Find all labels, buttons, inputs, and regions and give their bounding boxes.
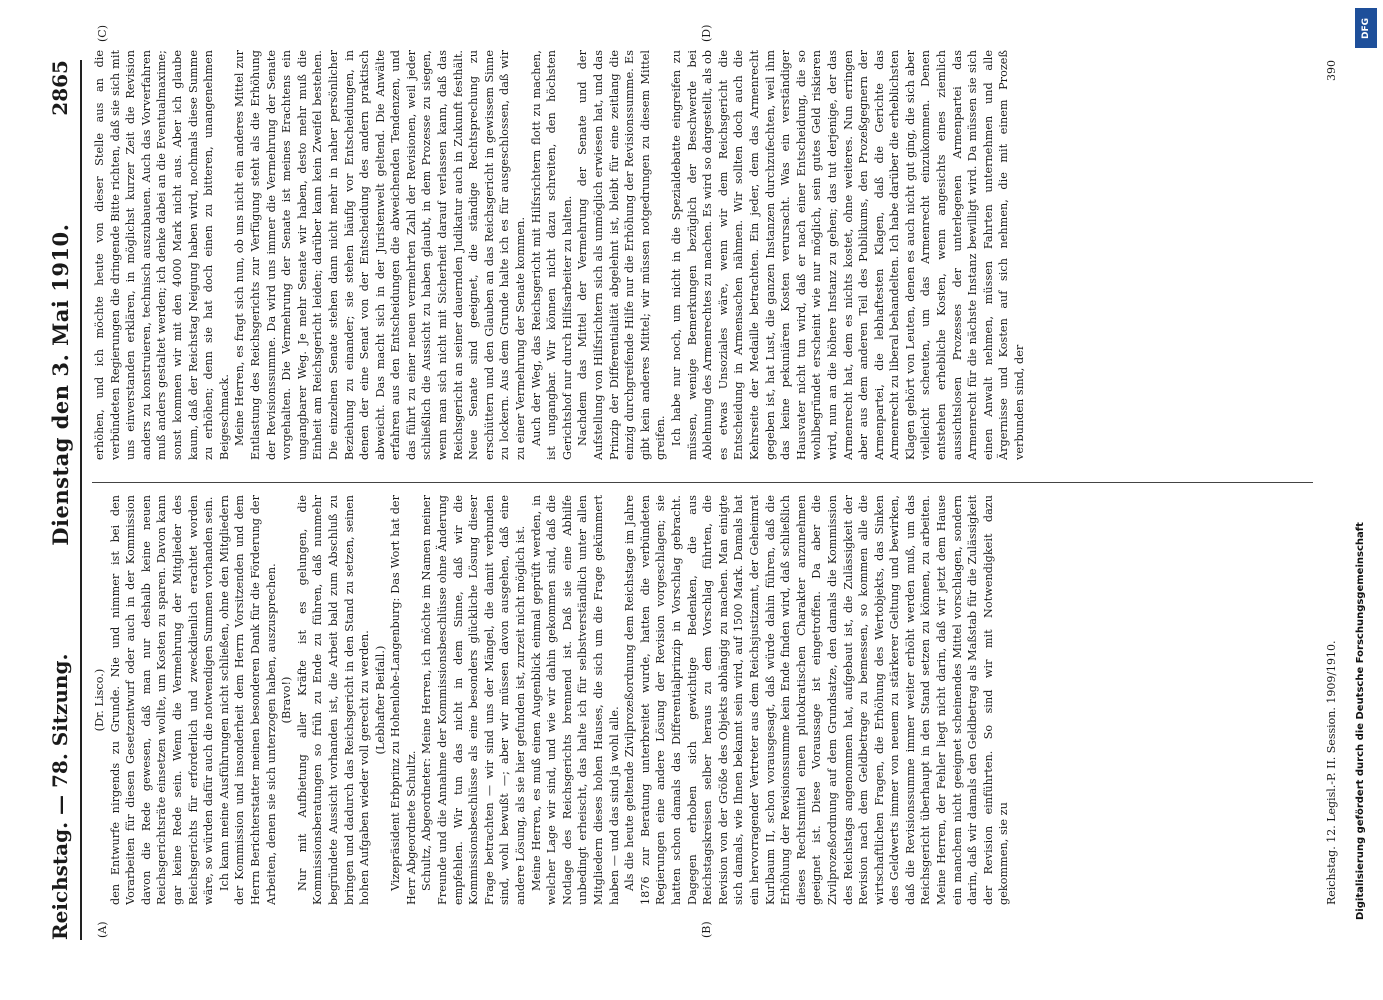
footer-sheet-number: 390	[1325, 60, 1338, 81]
paragraph: Nachdem das Mittel der Vermehrung der Senate und der Aufstellung von Hilfsrichtern sich als unmöglich erwiesen hat, und das Prinzip der Differentialität abgelehnt ist, bleibt für eine zeitlang die einzig durchgreifende Hilfe nur die Erhöhung der Revisionssumme. Es gibt kein anderes Mittel; wir müssen notgedrungen zu diesem Mittel greifen.	[576, 50, 668, 460]
paragraph: den Entwurfe nirgends zu Grunde. Nie und nimmer ist bei den Vorarbeiten für diesen Gesetzentwurf oder auch in der Kommission davon die Rede gewesen, daß man nur deshalb keine neuen Reichsgerichtsräte einsetzen wollte, um Kosten zu sparen. Davon kann gar keine Rede sein. Wenn die Vermehrung der Mitglieder des Reichsgerichts für erforderlich und zweckdienlich erachtet worden wäre, so würden dafür auch die notwendigen Summen vorhanden sein.	[108, 495, 216, 905]
paragraph: Ich kann meine Ausführungen nicht schließen, ohne den Mitgliedern der Kommission und insonderheit dem Herrn Vorsitzenden und dem Herrn Berichterstatter meinen besonderen Dank für die Förderung der Arbeiten, denen sie sich unterzogen haben, auszusprechen.	[217, 495, 278, 905]
header-page-number: 2865	[48, 60, 72, 116]
margin-marker-a: (A)	[96, 921, 109, 938]
margin-marker-b: (B)	[700, 921, 713, 938]
paragraph: Vizepräsident Erbprinz zu Hohenlohe-Langenburg: Das Wort hat der Herr Abgeordnete Schultz.	[389, 495, 418, 905]
margin-marker-d: (D)	[700, 24, 713, 42]
paragraph: Meine Herren, es muß einen Augenblick einmal geprüft werden, in welcher Lage wir sind, und wie wir dahin gekommen sind, daß die Notlage des Reichsgerichts brennend ist. Daß sie eine Abhilfe unbedingt erheischt, das halte ich für selbstverständlich unter allen Mitgliedern dieses hohen Hauses, die sich um die Frage gekümmert haben — und das sind ja wohl alle.	[529, 495, 621, 905]
page-footer	[1325, 60, 1345, 905]
paragraph: Als die heute geltende Zivilprozeßordnung dem Reichstage im Jahre 1876 zur Beratung unterbreitet wurde, hatten die verbündeten Regierungen eine andere Lösung der Revision vorgeschlagen; sie hatten schon damals das Differentialprinzip in Vorschlag gebracht. Dagegen erhoben sich gewichtige Bedenken, die aus Reichstagskreisen selber heraus zu dem Vorschlag führten, die Revision von der Größe des Objekts abhängig zu machen. Man einigte sich damals, wie Ihnen bekannt sein wird, auf 1500 Mark. Damals hat ein hervorragender Vertreter aus dem Reichsjustizamt, der Geheimrat Kurlbaum II, schon vorausgesagt, daß würde dahin führen, daß die Erhöhung der Revisionssumme kein Ende finden wird, daß schließlich dieses Rechtsmittel einen plutokratischen Charakter anzunehmen geeignet ist. Diese Voraussage ist eingetroffen. Da aber die Zivilprozeßordnung auf dem Grundsatze, den damals die Kommission des Reichstags angenommen hat, aufgebaut ist, die Zulässigkeit der Revision nach dem Geldbetrage zu bemessen, so kommen alle die wirtschaftlichen Fragen, die Erhöhung des Wertobjekts, das Sinken des Geldwerts immer von neuem zu stärkerer Geltung und bewirken, daß die Revisionssumme immer weiter erhöht werden muß, um das Reichsgericht überhaupt in den Stand setzen zu können, zu arbeiten. Meine Herren, der Fehler liegt nicht darin, daß wir jetzt dem Hause ein manchem nicht geeignet scheinendes Mittel vorschlagen, sondern darin, daß wir damals den Geldbetrag als Maßstab für die Zulässigkeit der Revision einführten. So sind wir mit Notwendigkeit dazu gekommen, sie zu	[623, 495, 1011, 905]
column-divider	[92, 482, 1313, 483]
applause-note: (Bravo!)	[280, 676, 294, 724]
paragraph: Schultz, Abgeordneter: Meine Herren, ich möchte im Namen meiner Freunde und die Annahme der Kommissionsbeschlüsse ohne Änderung empfehlen. Wir tun das nicht in dem Sinne, daß wir die Kommissionsbeschlüsse als eine besonders glückliche Lösung dieser Frage betrachten — wir sind uns der Mängel, die damit verbunden sind, wohl bewußt —; aber wir müssen davon ausgehen, daß eine andere Lösung, als sie hier gefunden ist, zurzeit nicht möglich ist.	[420, 495, 528, 905]
header-left: Reichstag. — 78. Sitzung.	[48, 653, 72, 940]
applause-note: (Lebhafter Beifall.)	[373, 645, 387, 755]
dfg-logo-icon: DFG	[1355, 8, 1377, 48]
right-column	[92, 50, 1313, 460]
left-column	[92, 495, 1313, 905]
paragraph: Auch der Weg, das Reichsgericht mit Hilfsrichtern flott zu machen, ist ungangbar. Wir können nicht dazu schreiten, den höchsten Gerichtshof nur durch Hilfsarbeiter zu halten.	[529, 50, 574, 460]
paragraph: Ich habe nur noch, um nicht in die Spezialdebatte eingreifen zu müssen, wenige Bemerkungen bezüglich der Beschwerde bei Ablehnung des Armenrechtes zu machen. Es wird so dargestellt, als ob es etwas Unsoziales wäre, wenn wir dem Reichsgericht die Entscheidung in Armensachen nähmen. Wir sollten doch auch die Kehrseite der Medaille betrachten. Ein jeder, dem das Armenrecht gegeben ist, hat Lust, die ganzen Instanzen durchzufechten, weil ihm das keine pekuniären Kosten verursacht. Was ein verständiger Hausvater nicht tun wird, daß er nach einer Entscheidung, die so wohlbegründet erscheint wie nur möglich, sein gutes Geld riskieren wird, nun an die höhere Instanz zu gehen; das tut derjenige, der das Armenrecht hat, dem es nichts kostet, ohne weiteres. Nun erringen aber aus dem anderen Teil des Publikums, den Prozeßgegnern der Armenpartei, die lebhaftesten Klagen, daß die Gerichte das Armenrecht zu liberal behandelten. Ich habe darüber die erheblichsten Klagen gehört von Leuten, denen es auch nicht gut ging, die sich aber vielleicht scheuten, um das Armenrecht einzukommen. Denen entstehen erhebliche Kosten, wenn angesichts eines ziemlich aussichtslosen Prozesses der unterlegenen Armenpartei das Armenrecht für die nächste Instanz bewilligt wird. Da müssen sie sich einen Anwalt nehmen, müssen Fahrten unternehmen und alle Ärgernisse und Kosten auf sich nehmen, die mit einem Prozeß verbunden sind, der	[669, 50, 1027, 460]
margin-marker-c: (C)	[96, 25, 109, 42]
page-header	[40, 60, 82, 940]
paragraph: Nur mit Aufbietung aller Kräfte ist es gelungen, die Kommissionsberatungen so früh zu Ende zu führen, daß nunmehr begründete Aussicht vorhanden ist, die Arbeit bald zum Abschluß zu bringen und dadurch das Reichsgericht in den Stand zu setzen, seinen hohen Aufgaben wieder voll gerecht zu werden.	[295, 495, 372, 905]
paragraph: erhöhen, und ich möchte heute von dieser Stelle aus an die verbündeten Regierungen die dringende Bitte richten, daß sie sich mit uns einverstanden erklären, in möglichst kurzer Zeit die Revision anders zu konstruieren, technisch auszubauen. Auch das Vorverfahren muß anders gestaltet werden; ich denke dabei an die Eventualmaxime; sonst kommen wir mit den 4000 Mark nicht aus. Aber ich glaube kaum, daß der Reichstag Neigung haben wird, nochmals diese Summe zu erhöhen; denn sie hat doch einen zu bitteren, unangenehmen Beigeschmack.	[93, 50, 231, 460]
paragraph: Meine Herren, es fragt sich nun, ob uns nicht ein anderes Mittel zur Entlastung des Reichsgerichts zur Verfügung steht als die Erhöhung der Revisionssumme. Da wird uns immer die Vermehrung der Senate vorgehalten. Die Vermehrung der Senate ist meines Erachtens ein ungangbarer Weg. Je mehr Senate wir haben, desto mehr muß die Einheit am Reichsgericht leiden; darüber kann kein Zweifel bestehen. Die einzelnen Senate stehen dann nicht mehr in naher persönlicher Beziehung zu einander; sie stehen häufig vor Entscheidungen, in denen der eine Senat von der Entscheidung des andern praktisch abweicht. Das macht sich in der Juristenwelt geltend. Die Anwälte erfahren aus den Entscheidungen die abweichenden Tendenzen, und das führt zu einer neuen vermehrten Zahl der Revisionen, weil jeder schließlich die Aussicht zu haben glaubt, in dem Prozesse zu siegen, wenn man sich nicht mit Sicherheit darauf verlassen kann, daß das Reichsgericht an seiner dauernden Judikatur auch in Zukunft festhält. Neue Senate sind geeignet, die ständige Rechtsprechung zu erschüttern und den Glauben an das Reichsgericht in gewissem Sinne zu lockern. Aus dem Grunde halte ich es für ausgeschlossen, daß wir zu einer Vermehrung der Senate kommen.	[233, 50, 528, 460]
digitization-note-text: Digitalisierung gefördert durch die Deutsche Forschungsgemeinschaft	[1355, 522, 1366, 920]
digitization-note	[1355, 20, 1375, 980]
speaker-tag: (Dr. Lisco.)	[93, 668, 106, 732]
header-date: Dienstag den 3. Mai 1910.	[47, 223, 73, 546]
footer-session: Reichstag. 12. Legisl.-P. II. Session. 1909/1910.	[1325, 640, 1338, 905]
